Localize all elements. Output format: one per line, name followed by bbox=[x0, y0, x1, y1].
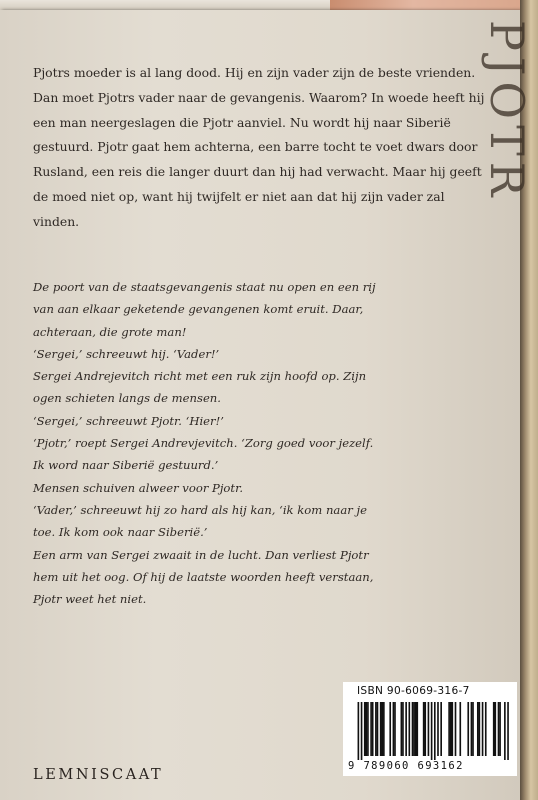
barcode-bar bbox=[409, 702, 411, 756]
excerpt-line: Pjotr weet het niet. bbox=[33, 592, 147, 607]
barcode-bar bbox=[494, 702, 496, 756]
barcode-bar bbox=[375, 702, 377, 756]
barcode-bar bbox=[450, 702, 452, 756]
barcode-bar bbox=[416, 702, 418, 756]
barcode-bar bbox=[479, 702, 481, 756]
top-red-band bbox=[330, 0, 538, 10]
spine-title bbox=[480, 0, 538, 800]
barcode-bar bbox=[467, 702, 469, 756]
barcode-bar bbox=[413, 702, 415, 756]
barcode-bar bbox=[477, 702, 479, 756]
barcode-bar bbox=[504, 702, 506, 760]
barcode-bar bbox=[448, 702, 450, 756]
barcode-bar bbox=[367, 702, 369, 756]
barcode-bar bbox=[493, 702, 495, 756]
barcode-bar bbox=[452, 702, 454, 756]
barcode-bar bbox=[393, 702, 395, 756]
barcode-bar bbox=[370, 702, 372, 756]
ean-digits: 9 789060 693162 bbox=[348, 760, 464, 772]
excerpt-line: Sergei Andrejevitch richt met een ruk zijn hoofd op. Zijn bbox=[33, 369, 367, 384]
barcode-bar bbox=[471, 702, 473, 756]
blurb-text: Pjotrs moeder is al lang dood. Hij en zijn vader zijn de beste vrienden. Dan moet Pjotrs vader naar de gevangenis. Waarom? In woede heeft hij een man neergeslagen die Pjotr aanviel. Nu wordt hij naar Siberië gestuurd. Pjotr gaat hem achterna, een barre tocht te voet dwars door Rusland, een reis die langer duurt dan hij had verwacht. Maar hij geeft de moed niet op, want hij twijfelt er niet aan dat hij zijn vader zal vinden. bbox=[33, 65, 485, 229]
barcode-bar bbox=[366, 702, 368, 756]
excerpt-text bbox=[33, 276, 503, 610]
book-spine bbox=[480, 0, 538, 800]
excerpt-line: hem uit het oog. Of hij de laatste woorden heeft verstaan, bbox=[33, 569, 374, 584]
excerpt-line: van aan elkaar geketende gevangenen komt eruit. Daar, bbox=[33, 302, 364, 317]
barcode-bar bbox=[381, 702, 383, 756]
barcode-bar bbox=[415, 702, 417, 756]
excerpt-line: Een arm van Sergei zwaait in de lucht. Dan verliest Pjotr bbox=[33, 547, 369, 562]
barcode-bar bbox=[405, 702, 407, 756]
barcode-bar bbox=[380, 702, 382, 756]
excerpt-line: toe. Ik kom ook naar Siberië.’ bbox=[33, 525, 208, 540]
barcode-bar bbox=[472, 702, 474, 756]
barcode-bar bbox=[434, 702, 436, 760]
barcode-bar bbox=[358, 702, 360, 760]
barcode-bar bbox=[423, 702, 425, 756]
barcode-bar bbox=[440, 702, 442, 756]
excerpt-line: ‘Sergei,’ schreeuwt hij. ‘Vader!’ bbox=[33, 346, 220, 361]
barcode-bars bbox=[348, 702, 512, 760]
excerpt-line: ‘Vader,’ schreeuwt hij zo hard als hij kan, ‘ik kom naar je bbox=[33, 502, 367, 517]
isbn-number: ISBN 90-6069-316-7 bbox=[357, 685, 470, 697]
barcode-bar bbox=[401, 702, 403, 756]
barcode-bar bbox=[499, 702, 501, 756]
excerpt-line: ogen schieten langs de mensen. bbox=[33, 391, 221, 406]
barcode-bar bbox=[455, 702, 457, 756]
excerpt-line: achteraan, die grote man! bbox=[33, 324, 187, 339]
excerpt-line: Mensen schuiven alweer voor Pjotr. bbox=[33, 480, 244, 495]
publisher-name: LEMNISCAAT bbox=[33, 767, 164, 783]
barcode-bar bbox=[498, 702, 500, 756]
excerpt-line: Ik word naar Siberië gestuurd.’ bbox=[33, 458, 219, 473]
barcode-bar bbox=[482, 702, 484, 756]
barcode-label bbox=[343, 682, 517, 776]
barcode-bar bbox=[507, 702, 509, 760]
barcode-bar bbox=[389, 702, 391, 756]
barcode-bar bbox=[485, 702, 487, 756]
spine-title-text: PJOTR bbox=[480, 20, 534, 203]
barcode-bar bbox=[372, 702, 374, 756]
barcode-bar bbox=[364, 702, 366, 756]
barcode-bar bbox=[383, 702, 385, 756]
barcode-bar bbox=[394, 702, 396, 756]
excerpt-line: ‘Pjotr,’ roept Sergei Andrevjevitch. ‘Zorg goed voor jezelf. bbox=[33, 436, 374, 451]
barcode-bar bbox=[428, 702, 430, 756]
barcode-bar bbox=[361, 702, 363, 760]
excerpt-line: De poort van de staatsgevangenis staat nu open en een rij bbox=[33, 280, 376, 294]
barcode-bar bbox=[377, 702, 379, 756]
barcode-bar bbox=[412, 702, 414, 756]
barcode-bar bbox=[402, 702, 404, 756]
barcode-bar bbox=[437, 702, 439, 756]
barcode-bar bbox=[459, 702, 461, 756]
barcode-bar bbox=[431, 702, 433, 760]
barcode-bar bbox=[424, 702, 426, 756]
excerpt-line: ‘Sergei,’ schreeuwt Pjotr. ‘Hier!’ bbox=[33, 413, 224, 428]
